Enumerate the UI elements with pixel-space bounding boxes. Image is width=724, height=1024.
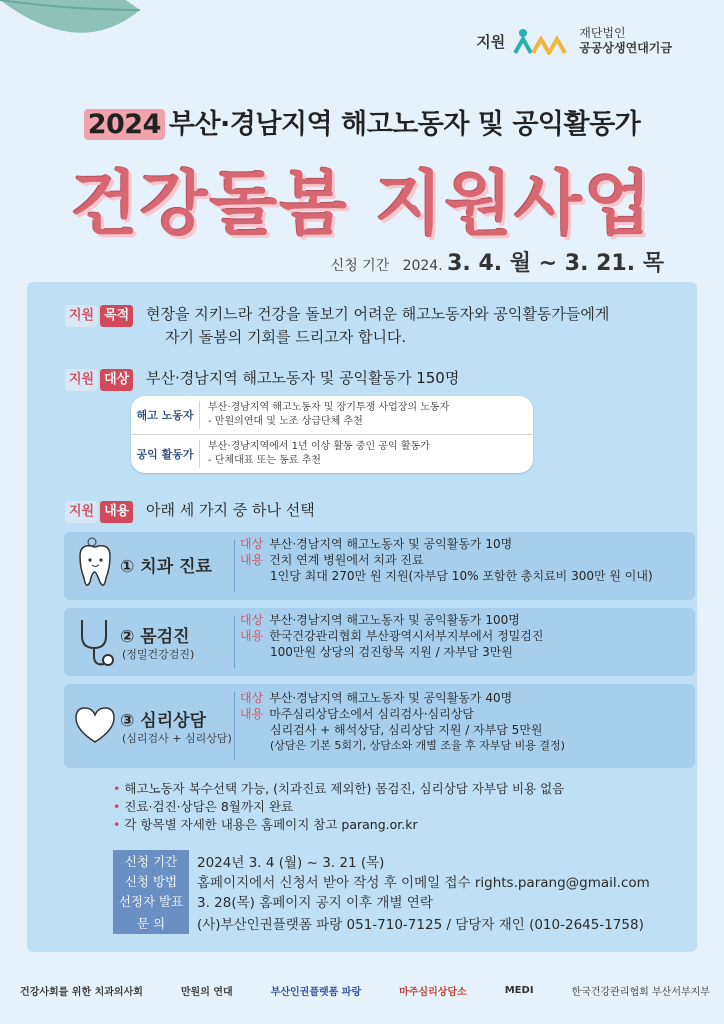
apply-period: [331, 246, 664, 277]
headline-year: 2024: [84, 109, 165, 140]
target-section: [65, 368, 459, 391]
target-row: [131, 434, 533, 473]
purpose-tag-a: 지원: [65, 305, 98, 327]
sponsor-logo-icon: [513, 27, 571, 55]
card-title: ② 몸검진: [120, 627, 190, 647]
card-divider: [234, 692, 235, 760]
card-title: ① 치과 진료: [120, 557, 212, 577]
footer-logo-maju: 마주심리상담소: [399, 986, 467, 998]
content-section: [65, 500, 315, 523]
purpose-tag-b: 목적: [100, 305, 133, 327]
footer-logo-kaha: 한국건강관리협회 부산서부지부: [571, 986, 710, 998]
target-row-value: 부산·경남지역 해고노동자 및 장기투쟁 사업장의 노동자 - 만원의연대 및 노조 상급단체 추천: [199, 401, 449, 429]
tooth-icon: [72, 536, 118, 596]
info-value: 홈페이지에서 신청서 받아 작성 후 이메일 접수 rights.parang@gmail.com: [197, 875, 650, 891]
main-panel: [27, 282, 697, 952]
purpose-line2: 자기 돌봄의 기회를 드리고자 합니다.: [165, 328, 407, 346]
target-row: [131, 396, 533, 434]
headline: [0, 102, 724, 141]
sponsor-org-line2: 공공상생연대기금: [579, 41, 672, 55]
sponsor-org: [579, 26, 672, 56]
info-label: 신청 기간: [113, 850, 189, 872]
sponsor-block: [476, 26, 672, 56]
info-label: 신청 방법: [113, 870, 189, 892]
footer-logos: [20, 970, 710, 1010]
info-row: [113, 912, 644, 934]
info-value: 3. 28(목) 홈페이지 공지 이후 개별 연락: [197, 895, 433, 911]
footer-logo-dentist: 건강사회를 위한 치과의사회: [20, 986, 143, 998]
content-tag-a: 지원: [65, 501, 98, 523]
content-tag-b: 내용: [100, 501, 133, 523]
heart-icon: [72, 702, 118, 748]
note-item: • 각 항목별 자세한 내용은 홈페이지 참고 parang.or.kr: [113, 817, 418, 832]
page-title: 건강돌봄 지원사업: [70, 163, 654, 245]
info-row: [113, 850, 384, 872]
sponsor-label: 지원: [476, 32, 506, 51]
card-details: 대상 부산·경남지역 해고노동자 및 공익활동가 100명 내용 한국건강관리협회 부산광역시서부지부에서 정밀검진 100만원 상당의 검진항목 지원 / 자부담 3만원: [240, 613, 544, 659]
purpose-section: [65, 304, 609, 347]
notes-list: [113, 780, 564, 834]
stethoscope-icon: [72, 614, 118, 670]
purpose-line1: 현장을 지키느라 건강을 돌보기 어려운 해고노동자와 공익활동가들에게: [146, 305, 610, 323]
card-subtitle: (심리검사 + 심리상담): [122, 732, 232, 745]
period-dates: 3. 4. 월 ~ 3. 21. 목: [447, 251, 664, 276]
card-details: 대상 부산·경남지역 해고노동자 및 공익활동가 40명 내용 마주심리상담소에서 심리검사·심리상담 심리검사 + 해석상담, 심리상담 지원 / 자부담 5만원 (상담은 기본 5회기, 상담소와 개별 조율 후 자부담 비용 결정): [240, 691, 565, 752]
info-value: 2024년 3. 4 (월) ~ 3. 21 (목): [197, 855, 385, 871]
target-tag-b: 대상: [100, 369, 133, 391]
footer-logo-solidarity: 만원의 연대: [180, 986, 233, 998]
target-row-value: 부산·경남지역에서 1년 이상 활동 중인 공익 활동가 - 단체대표 또는 동료 추천: [199, 440, 430, 468]
info-label: 선정자 발표: [113, 890, 189, 912]
info-row: [113, 890, 433, 912]
target-row-key: 해고 노동자: [136, 409, 194, 422]
target-table: [131, 396, 533, 473]
card-title: ③ 심리상담: [120, 711, 206, 731]
card-subtitle: (정밀건강검진): [122, 648, 195, 661]
footer-logo-parang: 부산인권플랫폼 파랑: [270, 986, 362, 998]
info-value: (사)부산인권플랫폼 파랑 051-710-7125 / 담당자 재인 (010-2645-1758): [197, 917, 644, 933]
card-counseling: [64, 684, 695, 768]
card-divider: [234, 540, 235, 592]
footer-logo-medi: MEDI: [504, 984, 534, 996]
headline-text: 부산·경남지역 해고노동자 및 공익활동가: [168, 109, 641, 140]
sponsor-org-line1: 재단법인: [579, 26, 626, 40]
info-row: [113, 870, 650, 892]
content-text: 아래 세 가지 중 하나 선택: [146, 501, 315, 519]
target-text: 부산·경남지역 해고노동자 및 공익활동가 150명: [146, 369, 460, 387]
note-item: • 진료·검진·상담은 8월까지 완료: [113, 799, 294, 814]
period-year: 2024.: [402, 258, 443, 274]
target-row-key: 공익 활동가: [136, 448, 194, 461]
leaf-decoration: [0, 0, 170, 60]
card-divider: [234, 616, 235, 668]
card-dental: [64, 532, 695, 600]
card-checkup: [64, 608, 695, 676]
card-details: 대상 부산·경남지역 해고노동자 및 공익활동가 10명 내용 건치 연계 병원에서 치과 진료 1인당 최대 270만 원 지원(자부담 10% 포함한 총치료비 300만 원 이내): [240, 537, 653, 583]
note-item: • 해고노동자 복수선택 가능, (치과진료 제외한) 몸검진, 심리상담 자부담 비용 없음: [113, 781, 565, 796]
info-label: 문 의: [113, 912, 189, 934]
period-label: 신청 기간: [330, 258, 390, 274]
target-tag-a: 지원: [65, 369, 98, 391]
